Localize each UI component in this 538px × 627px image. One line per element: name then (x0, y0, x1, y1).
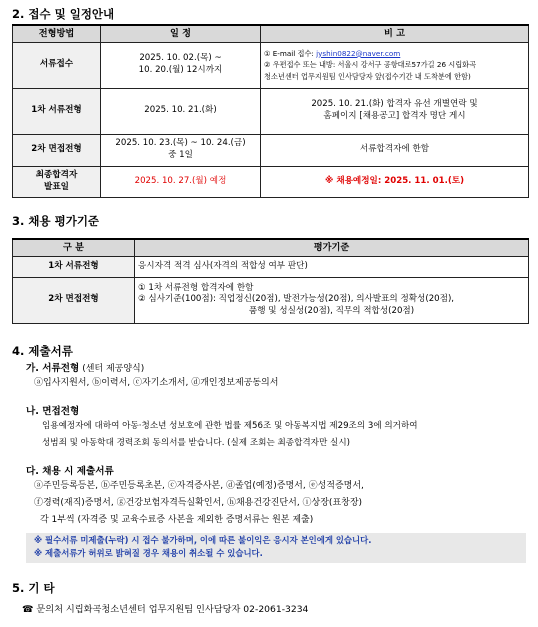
note-cell: 서류합격자에 한함 (261, 134, 529, 166)
method-cell: 2차 면접전형 (13, 134, 101, 166)
email-link[interactable]: jyshin0822@naver.com (316, 48, 401, 58)
method-line: 발표일 (44, 181, 69, 192)
mail-note-line: 청소년센터 업무지원팀 인사담당자 앞(접수기간 내 도착분에 한함) (264, 71, 471, 81)
subsection-c-heading: 다. 채용 시 제출서류 (26, 466, 114, 477)
method-cell (13, 166, 101, 197)
schedule-line: 2025. 10. 02.(목) ~ (139, 53, 222, 64)
stage-cell: 1차 서류전형 (13, 256, 135, 277)
criteria-cell (135, 277, 529, 323)
table-header-row (13, 25, 529, 42)
section-4-title: 4. 제출서류 (12, 344, 73, 358)
subsection-a-items: ⓐ입사지원서, ⓑ이력서, ⓒ자기소개서, ⓓ개인정보제공동의서 (34, 378, 279, 388)
header-stage: 구 분 (13, 239, 135, 256)
method-cell: 서류접수 (13, 42, 101, 88)
method-cell: 1차 서류전형 (13, 88, 101, 134)
note-cell (261, 88, 529, 134)
subsection-b-line: 임용예정자에 대하여 아동·청소년 성보호에 관한 법률 제56조 및 아동복지법 제29조의 3에 의거하여 (42, 421, 418, 431)
schedule-line: 10. 20.(월) 12시까지 (138, 65, 223, 75)
note-line: 홈페이지 [채용공고] 합격자 명단 게시 (323, 111, 466, 121)
table-row (13, 134, 529, 166)
criteria-table (12, 238, 529, 324)
section-2-title: 2. 접수 및 일정안내 (12, 7, 115, 21)
header-note: 비 고 (261, 25, 529, 42)
criteria-line: 품행 및 성실성(20점), 직무의 적합성(20점) (248, 305, 415, 316)
method-line: 최종합격자 (35, 169, 78, 180)
criteria-line: ② 심사기준(100점): 직업정신(20점), 발전가능성(20점), 의사발표의 정확성(20점), (138, 294, 455, 305)
email-note (264, 48, 525, 60)
subsection-c-line: ⓐ주민등록등본, ⓑ주민등록초본, ⓒ자격증사본, ⓓ졸업(예정)증명서, ⓔ성적증명서, (34, 481, 364, 491)
section-5-title: 5. 기 타 (12, 581, 55, 595)
subsection-a-heading (26, 360, 144, 374)
note-line: 2025. 10. 21.(화) 합격자 유선 개별연락 및 (311, 99, 478, 110)
schedule-cell (101, 42, 261, 88)
subsection-b-heading: 나. 면접전형 (26, 406, 80, 417)
stage-cell: 2차 면접전형 (13, 277, 135, 323)
subsection-a-title: 가. 서류전형 (26, 363, 80, 374)
header-criteria: 평가기준 (135, 239, 529, 256)
subsection-c-line: 각 1부씩 (자격증 및 교육수료증 사본을 제외한 증명서류는 원본 제출) (40, 515, 314, 525)
header-method: 전형방법 (13, 25, 101, 42)
note-cell (261, 42, 529, 88)
contact-text: 문의처 시립화곡청소년센터 업무지원팀 인사담당자 02-2061-3234 (33, 604, 309, 615)
schedule-cell: 2025. 10. 27.(월) 예정 (101, 166, 261, 197)
table-row (13, 42, 529, 88)
table-row (13, 166, 529, 197)
table-row (13, 256, 529, 277)
subsection-b-line: 성범죄 및 아동학대 경력조회 동의서를 받습니다. (실제 조회는 최종합격자만 실시) (42, 438, 350, 448)
criteria-line: ① 1차 서류전형 합격자에 한함 (138, 282, 254, 293)
schedule-cell (101, 134, 261, 166)
criteria-cell: 응시자격 적격 심사(자격의 적합성 여부 판단) (135, 256, 529, 277)
subsection-a-note: (센터 제공양식) (79, 364, 145, 374)
subsection-c-line: ⓕ경력(재직)증명서, ⓖ건강보험자격득실확인서, ⓗ채용건강진단서, ⓘ상장(표창장) (34, 498, 363, 508)
notice-box (26, 533, 526, 563)
schedule-table (12, 24, 529, 198)
mail-note-line: ② 우편접수 또는 내방: 서울시 강서구 공항대로57가길 26 시립화곡 (264, 60, 477, 70)
section-3-title: 3. 채용 평가기준 (12, 214, 100, 228)
schedule-cell: 2025. 10. 21.(화) (101, 88, 261, 134)
phone-icon: ☎ (22, 604, 34, 615)
schedule-line: 중 1일 (168, 150, 193, 160)
notice-line: ※ 필수서류 미제출(누락) 시 접수 불가하며, 이에 따른 불이익은 응시자 본인에게 있습니다. (34, 535, 372, 545)
notice-line: ※ 제출서류가 허위로 밝혀질 경우 채용이 취소될 수 있습니다. (34, 548, 263, 559)
table-row (13, 88, 529, 134)
note-cell: ※ 채용예정일: 2025. 11. 01.(토) (261, 166, 529, 197)
schedule-line: 2025. 10. 23.(목) ~ 10. 24.(금) (115, 138, 246, 149)
table-row (13, 277, 529, 323)
table-header-row (13, 239, 529, 256)
contact-line (22, 601, 308, 615)
header-schedule: 일 정 (101, 25, 261, 42)
email-label: ① E-mail 접수: (264, 48, 317, 58)
